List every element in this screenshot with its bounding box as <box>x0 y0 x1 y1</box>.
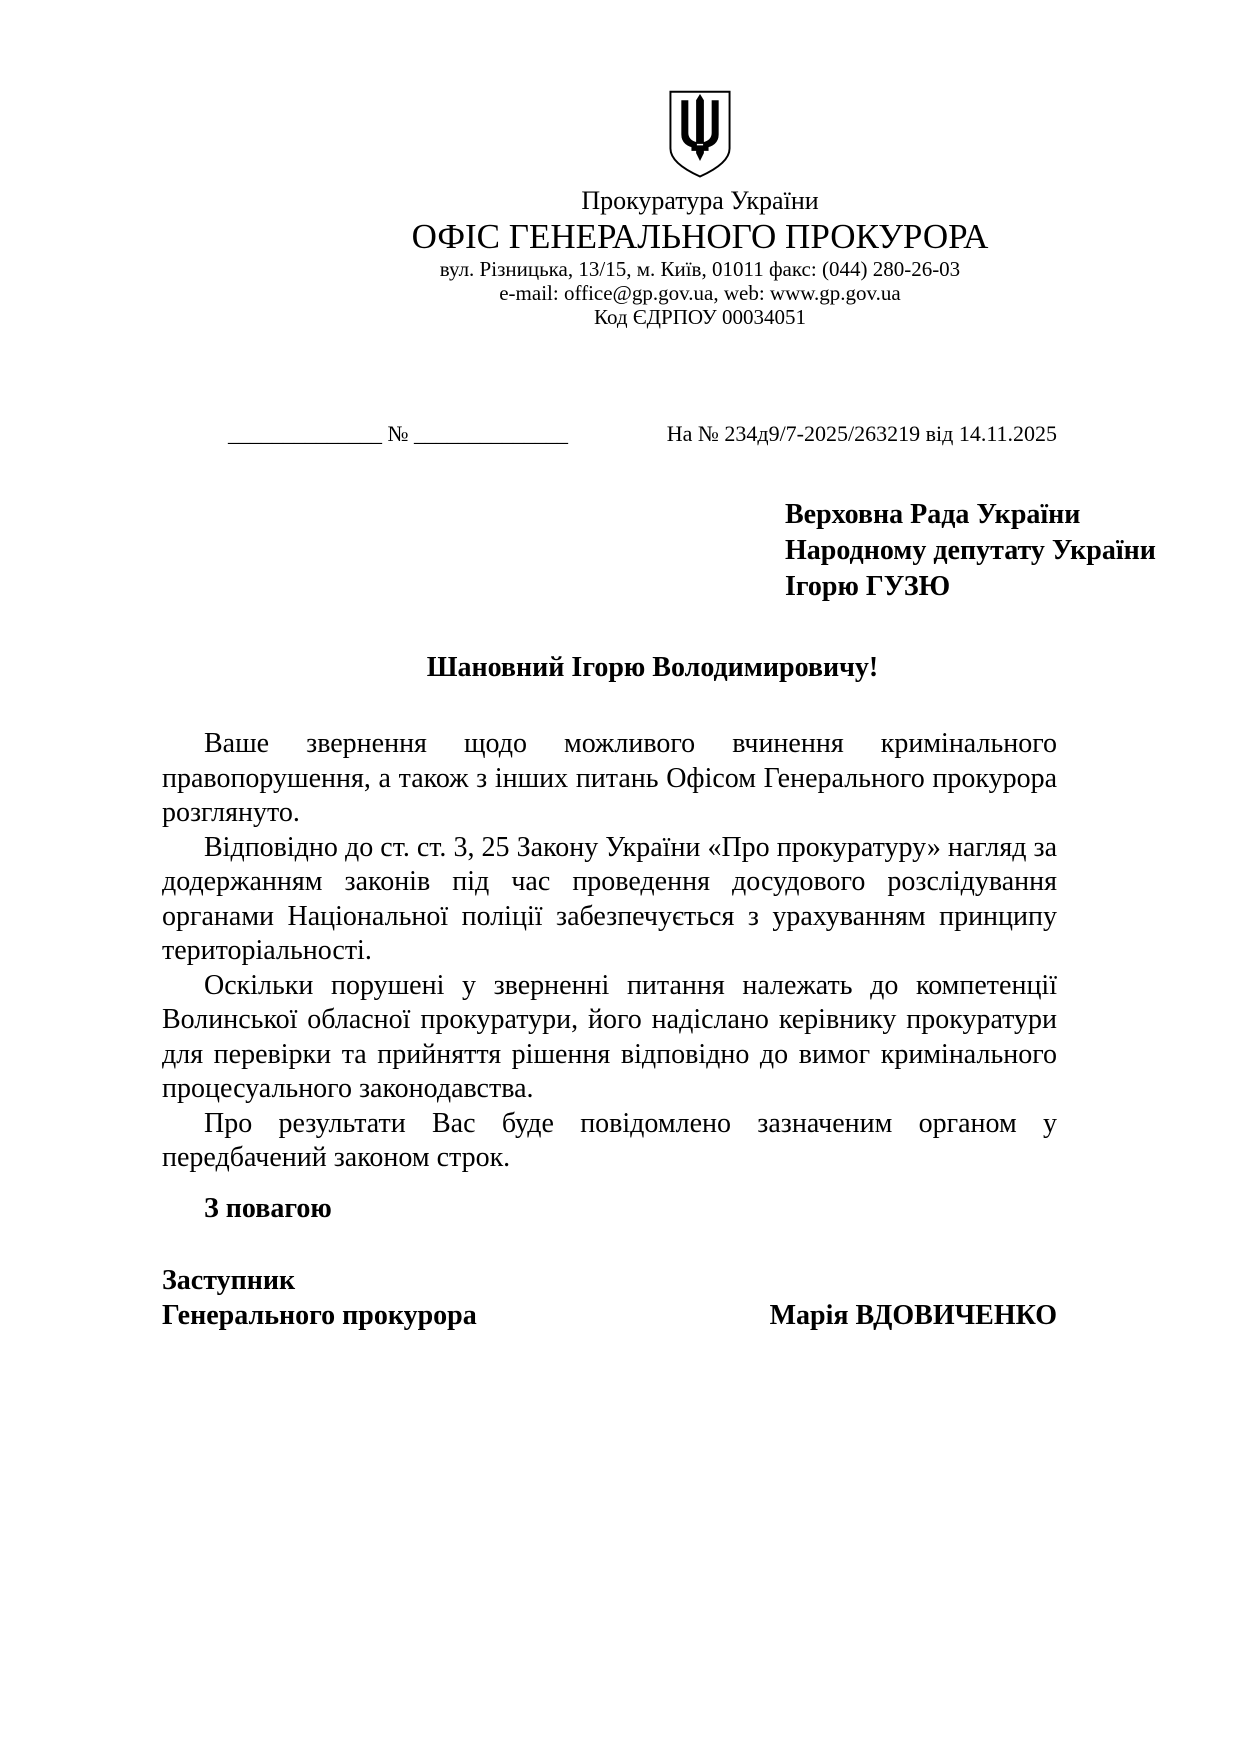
letter-body <box>162 727 1057 1176</box>
emblem-container <box>380 86 1020 183</box>
body-paragraph: Про результати Вас буде повідомлено зазначеним органом у передбачений законом строк. <box>162 1107 1057 1173</box>
body-paragraph: Ваше звернення щодо можливого вчинення кримінального правопорушення, а також з інших питань Офісом Генерального прокурора розглянуто. <box>162 728 1057 828</box>
reference-row <box>228 421 1057 447</box>
outgoing-number-blank <box>228 421 568 447</box>
recipient-line-name: Ігорю ГУЗЮ <box>785 571 951 602</box>
body-paragraph: Відповідно до ст. ст. 3, 25 Закону України «Про прокуратуру» нагляд за додержанням законів під час проведення досудового розслідування органами Національної поліції забезпечується з урахуванням принципу територіальності. <box>162 831 1057 966</box>
closing-phrase: З повагою <box>204 1192 332 1224</box>
org-name-small: Прокуратура України <box>581 186 819 215</box>
ukraine-trident-emblem-icon <box>665 86 735 183</box>
recipient-line-org: Верховна Рада України <box>785 499 1081 530</box>
org-address: вул. Різницька, 13/15, м. Київ, 01011 факс: (044) 280-26-03 <box>439 257 961 281</box>
number-sign: № <box>387 421 409 446</box>
letterhead <box>380 86 1020 329</box>
org-contacts: e-mail: office@gp.gov.ua, web: www.gp.gov.ua <box>499 281 901 305</box>
incoming-reference: На № 234д9/7-2025/263219 від 14.11.2025 <box>666 421 1057 446</box>
recipient-line-title: Народному депутату України <box>785 535 1156 566</box>
blank-line-right: ______________ <box>414 421 568 446</box>
signer-position-line2: Генерального прокурора <box>162 1299 477 1331</box>
salutation: Шановний Ігорю Володимировичу! <box>426 652 879 683</box>
signer-name: Марія ВДОВИЧЕНКО <box>769 1299 1057 1331</box>
body-paragraph: Оскільки порушені у зверненні питання належать до компетенції Волинської обласної прокуратури, його надіслано керівнику прокуратури для перевірки та прийняття рішення відповідно до вимог кримінального процесуального законодавства. <box>162 969 1057 1104</box>
org-name-main: ОФІС ГЕНЕРАЛЬНОГО ПРОКУРОРА <box>411 217 989 256</box>
signature-block <box>162 1264 1057 1333</box>
recipient-block <box>785 497 1241 605</box>
signer-position-line1: Заступник <box>162 1265 296 1296</box>
org-edrpou-code: Код ЄДРПОУ 00034051 <box>594 305 806 329</box>
blank-line-left: ______________ <box>228 421 382 446</box>
signer-position <box>162 1264 477 1333</box>
